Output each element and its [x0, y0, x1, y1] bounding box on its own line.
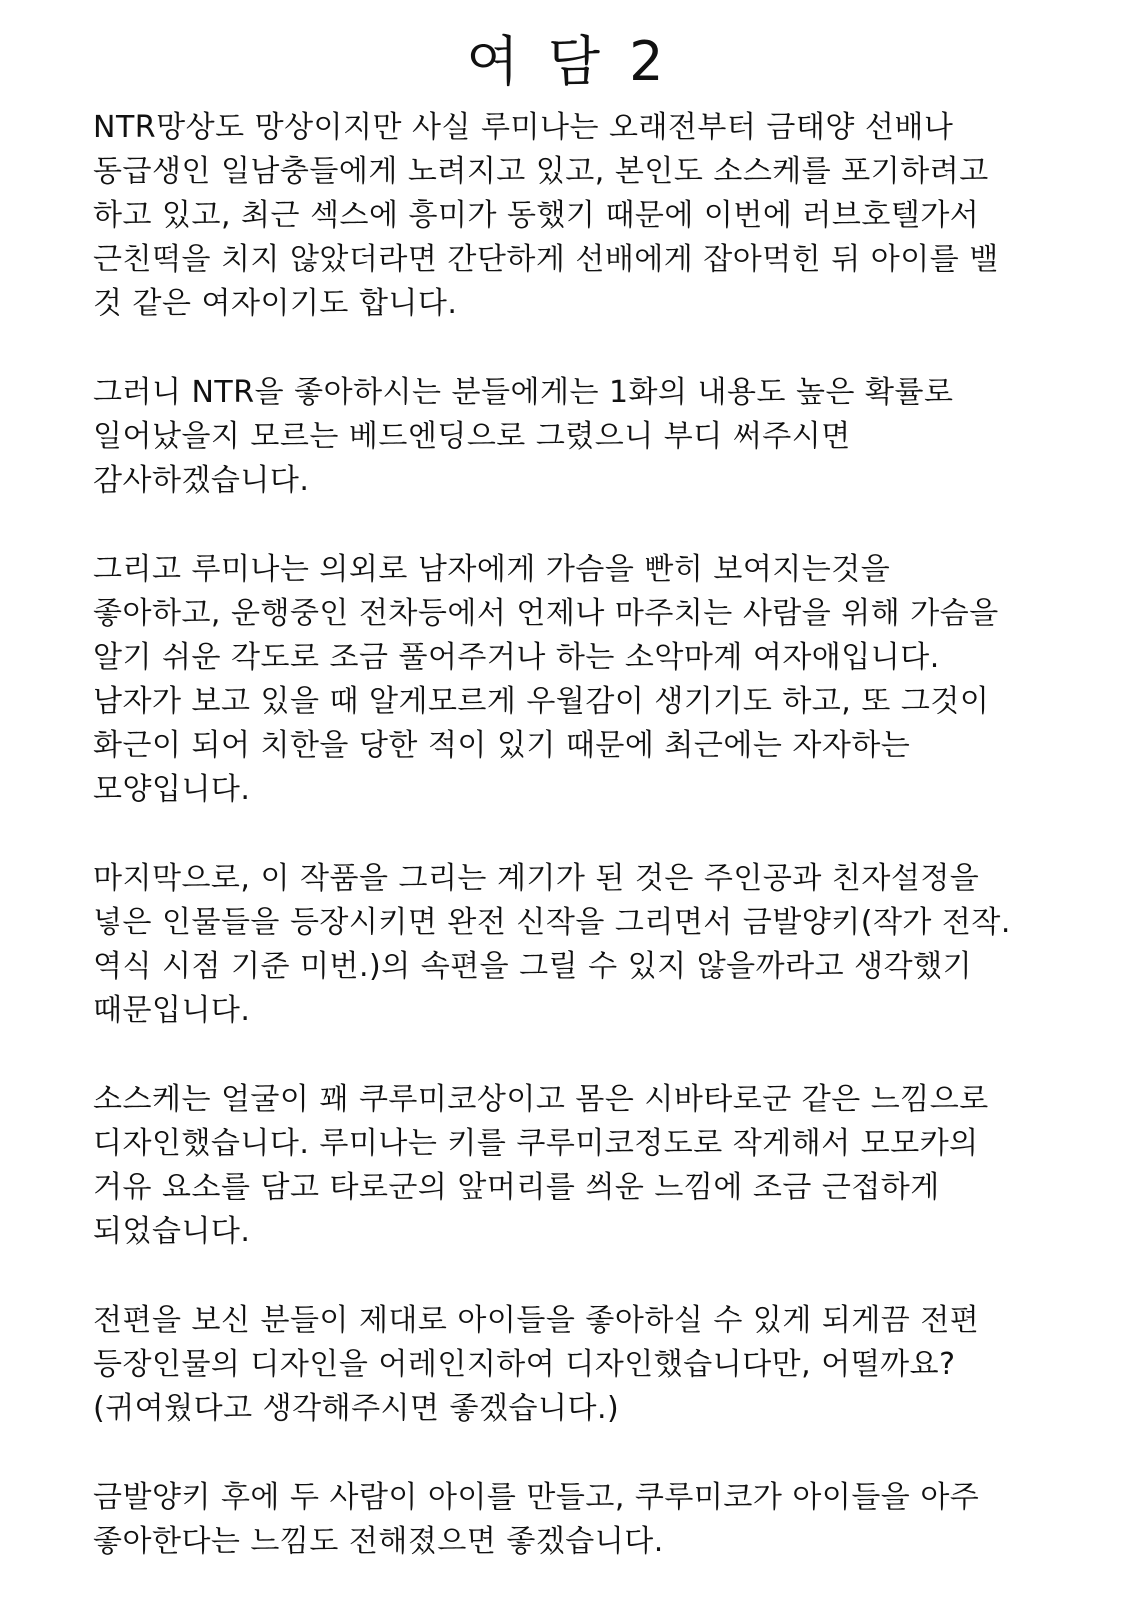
paragraph-4: [93, 857, 1093, 1033]
text-line: 동급생인 일남충들에게 노려지고 있고, 본인도 소스케를 포기하려고: [93, 154, 989, 189]
text-line: 화근이 되어 치한을 당한 적이 있기 때문에 최근에는 자자하는: [93, 728, 911, 763]
text-line: 디자인했습니다. 루미나는 키를 쿠루미코정도로 작게해서 모모카의: [93, 1126, 979, 1161]
text-line: 알기 쉬운 각도로 조금 풀어주거나 하는 소악마계 여자애입니다.: [93, 640, 940, 675]
text-line: 그리고 루미나는 의외로 남자에게 가슴을 빤히 보여지는것을: [93, 552, 891, 587]
text-line: 좋아한다는 느낌도 전해졌으면 좋겠습니다.: [93, 1524, 664, 1559]
text-line: 마지막으로, 이 작품을 그리는 계기가 된 것은 주인공과 친자설정을: [93, 861, 980, 896]
text-line: 것 같은 여자이기도 합니다.: [93, 286, 458, 321]
paragraph-5: [93, 1078, 1093, 1254]
text-line: 전편을 보신 분들이 제대로 아이들을 좋아하실 수 있게 되게끔 전편: [93, 1303, 980, 1338]
document-body: [93, 106, 1093, 1609]
text-line: 감사하겠습니다.: [93, 463, 310, 498]
text-line: 일어났을지 모르는 베드엔딩으로 그렸으니 부디 써주시면: [93, 419, 851, 454]
text-line: 근친떡을 치지 않았더라면 간단하게 선배에게 잡아먹힌 뒤 아이를 밸: [93, 242, 999, 277]
text-line: 때문입니다.: [93, 993, 251, 1028]
text-line: 소스케는 얼굴이 꽤 쿠루미코상이고 몸은 시바타로군 같은 느낌으로: [93, 1082, 989, 1117]
text-line: 등장인물의 디자인을 어레인지하여 디자인했습니다만, 어떨까요?: [93, 1347, 956, 1382]
paragraph-1: [93, 106, 1093, 326]
text-line: 좋아하고, 운행중인 전차등에서 언제나 마주치는 사람을 위해 가슴을: [93, 596, 999, 631]
page-title: 여 담 2: [466, 30, 670, 93]
text-line: 넣은 인물들을 등장시키면 완전 신작을 그리면서 금발양키(작가 전작.: [93, 905, 1011, 940]
text-line: 모양입니다.: [93, 772, 251, 807]
text-line: 하고 있고, 최근 섹스에 흥미가 동했기 때문에 이번에 러브호텔가서: [93, 198, 980, 233]
paragraph-2: [93, 371, 1093, 503]
text-line: 되었습니다.: [93, 1214, 251, 1249]
paragraph-6: [93, 1299, 1093, 1431]
text-line: 남자가 보고 있을 때 알게모르게 우월감이 생기기도 하고, 또 그것이: [93, 684, 990, 719]
text-line: 거유 요소를 담고 타로군의 앞머리를 씌운 느낌에 조금 근접하게: [93, 1170, 940, 1205]
paragraph-7: [93, 1476, 1093, 1564]
paragraph-3: [93, 548, 1093, 812]
text-line: (귀여웠다고 생각해주시면 좋겠습니다.): [93, 1391, 620, 1426]
text-line: 역식 시점 기준 미번.)의 속편을 그릴 수 있지 않을까라고 생각했기: [93, 949, 973, 984]
text-line: NTR망상도 망상이지만 사실 루미나는 오래전부터 금태양 선배나: [93, 110, 954, 145]
text-line: 그러니 NTR을 좋아하시는 분들에게는 1화의 내용도 높은 확률로: [93, 375, 954, 410]
text-line: 금발양키 후에 두 사람이 아이를 만들고, 쿠루미코가 아이들을 아주: [93, 1480, 980, 1515]
